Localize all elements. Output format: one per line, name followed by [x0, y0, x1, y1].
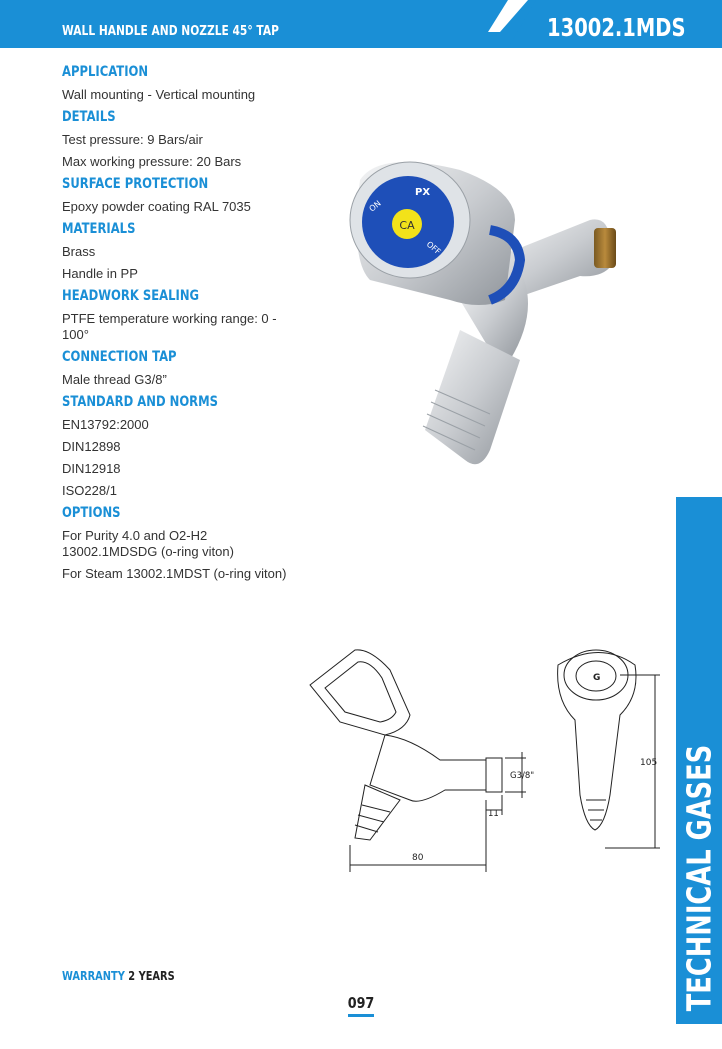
section-line: DIN12898 [62, 439, 121, 454]
front-badge: G [593, 673, 601, 683]
section-line: Epoxy powder coating RAL 7035 [62, 199, 251, 214]
warranty-label: WARRANTY [62, 969, 125, 983]
category-label: TECHNICAL GASES [679, 744, 719, 1012]
section-title: OPTIONS [62, 505, 121, 521]
gas-badge-text: CA [399, 219, 415, 232]
brand-mark: PX [415, 187, 431, 198]
tap-product-image [340, 150, 640, 480]
dim-width: 80 [412, 853, 424, 863]
section-line: For Steam 13002.1MDST (o-ring viton) [62, 566, 287, 581]
header-bar [0, 0, 722, 48]
product-title: WALL HANDLE AND NOZZLE 45° TAP [62, 24, 279, 39]
section-line: Male thread G3/8” [62, 372, 167, 387]
dim-height: 105 [640, 758, 658, 768]
section-line: PTFE temperature working range: 0 - 100° [62, 311, 277, 342]
section-title: HEADWORK SEALING [62, 288, 200, 304]
off-label: OFF [424, 239, 443, 257]
section-line: ISO228/1 [62, 483, 117, 498]
page-number: 097 [347, 994, 375, 1012]
section-title: CONNECTION TAP [62, 349, 177, 365]
spec-list [62, 64, 302, 588]
dim-thread-length: 11 [488, 809, 499, 819]
section-line: Max working pressure: 20 Bars [62, 154, 242, 169]
thread-label: G3/8" [510, 771, 535, 781]
section-title: STANDARD AND NORMS [62, 394, 219, 410]
section-title: SURFACE PROTECTION [62, 176, 209, 192]
on-label: ON [367, 198, 383, 214]
section-line: Test pressure: 9 Bars/air [62, 132, 203, 147]
section-title: MATERIALS [62, 221, 136, 237]
section-line: DIN12918 [62, 461, 121, 476]
section-title: APPLICATION [62, 64, 149, 80]
section-title: DETAILS [62, 109, 116, 125]
section-line: EN13792:2000 [62, 417, 149, 432]
section-line: Handle in PP [62, 266, 138, 281]
page-number-underline [348, 1014, 374, 1017]
section-line: Wall mounting - Vertical mounting [62, 87, 256, 102]
product-code: 13002.1MDS [547, 13, 686, 42]
technical-drawing [300, 640, 670, 880]
warranty-note [62, 969, 175, 983]
section-line: For Purity 4.0 and O2-H2 13002.1MDSDG (o-ring viton) [62, 528, 234, 559]
section-line: Brass [62, 244, 96, 259]
warranty-value: 2 YEARS [128, 969, 175, 983]
